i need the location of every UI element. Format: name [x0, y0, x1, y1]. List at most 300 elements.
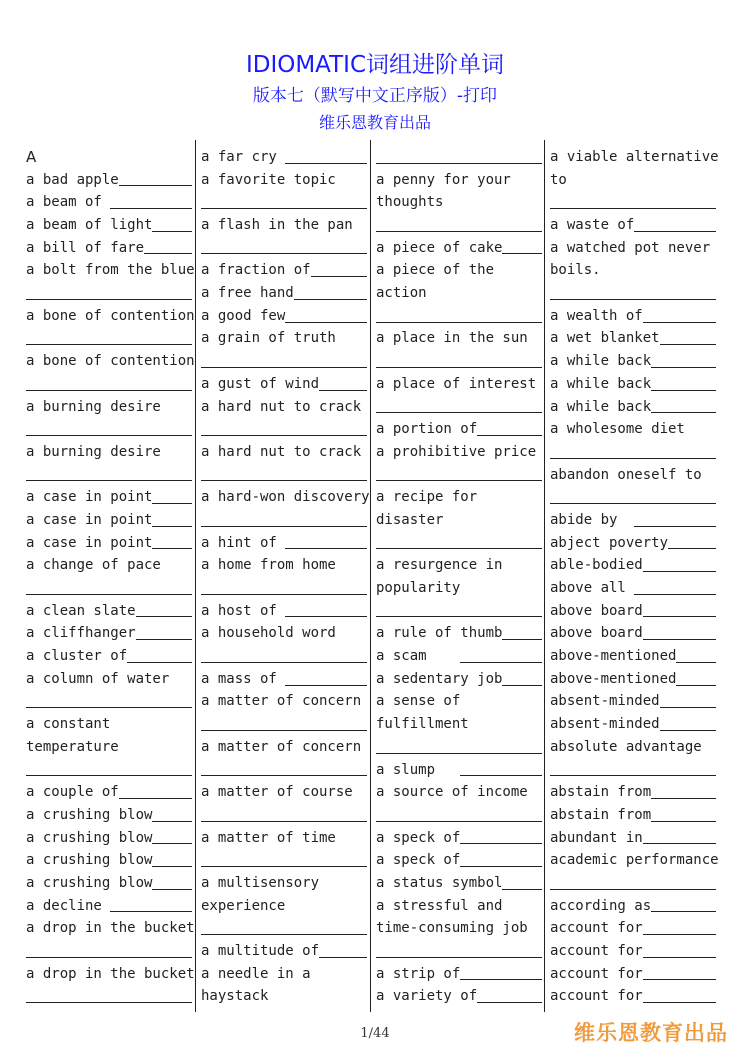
vocab-entry: [376, 622, 542, 645]
vocab-entry: [550, 781, 716, 804]
fill-in-blank[interactable]: [26, 299, 192, 300]
fill-in-blank[interactable]: [152, 503, 192, 504]
vocab-text: a constant: [26, 716, 111, 733]
vocab-text: a watched pot never: [550, 239, 711, 256]
fill-in-blank[interactable]: [201, 821, 367, 822]
fill-in-blank[interactable]: [502, 253, 542, 254]
fill-in-blank[interactable]: [136, 616, 192, 617]
vocab-text: a waste of: [550, 217, 635, 234]
fill-in-blank[interactable]: [152, 821, 192, 822]
vocab-text: experience: [201, 897, 286, 914]
fill-in-blank[interactable]: [460, 866, 542, 867]
fill-in-blank[interactable]: [550, 208, 716, 209]
fill-in-blank[interactable]: [376, 231, 542, 232]
vocab-entry: [26, 259, 195, 282]
vocab-entry: [26, 441, 192, 464]
vocab-entry: [201, 328, 367, 351]
vocab-entry: [26, 486, 192, 509]
vocab-text: a while back: [550, 375, 652, 392]
vocab-text: boils.: [550, 262, 601, 279]
vocab-entry: [201, 872, 367, 895]
vocab-entry: [550, 350, 716, 373]
vocab-text: a bone of contention: [26, 353, 195, 370]
vocab-text: a favorite topic: [201, 171, 336, 188]
fill-in-blank[interactable]: [201, 367, 367, 368]
vocab-text: a burning desire: [26, 398, 161, 415]
fill-in-blank[interactable]: [201, 730, 367, 731]
vocab-text: a household word: [201, 625, 336, 642]
vocab-entry: [376, 917, 542, 940]
vocab-entry: [550, 509, 716, 532]
vocab-text: a scam: [376, 648, 461, 665]
vocab-text: a crushing blow: [26, 852, 153, 869]
vocab-text: a host of: [201, 602, 286, 619]
vocab-text: A: [26, 147, 37, 166]
vocab-entry: [550, 645, 716, 668]
fill-in-blank[interactable]: [285, 616, 367, 617]
fill-in-blank[interactable]: [152, 866, 192, 867]
fill-in-blank[interactable]: [119, 798, 192, 799]
vocab-text: account for: [550, 920, 643, 937]
answer-line: [376, 146, 542, 169]
vocab-text: a home from home: [201, 557, 336, 574]
fill-in-blank[interactable]: [376, 480, 542, 481]
fill-in-blank[interactable]: [285, 685, 367, 686]
vocab-entry: [26, 849, 192, 872]
fill-in-blank[interactable]: [502, 639, 542, 640]
vocab-entry: [376, 169, 542, 192]
vocab-entry: [201, 146, 367, 169]
fill-in-blank[interactable]: [376, 412, 542, 413]
vocab-entry: [26, 350, 195, 373]
answer-line: [201, 759, 367, 782]
answer-line: [550, 486, 716, 509]
fill-in-blank[interactable]: [119, 185, 192, 186]
vocab-text: a prohibitive price: [376, 443, 537, 460]
fill-in-blank[interactable]: [294, 299, 367, 300]
vocab-text: a wholesome diet: [550, 421, 685, 438]
vocab-text: abject poverty: [550, 534, 669, 551]
vocab-entry: [550, 985, 716, 1008]
vocab-text: abundant in: [550, 829, 643, 846]
vocab-text: a bolt from the blue: [26, 262, 195, 279]
answer-line: [201, 509, 367, 532]
answer-line: [376, 532, 542, 555]
vocab-text: account for: [550, 988, 643, 1005]
vocab-text: a sedentary job: [376, 670, 503, 687]
vocab-text: popularity: [376, 580, 461, 597]
answer-line: [201, 191, 367, 214]
vocab-entry: [550, 396, 716, 419]
vocab-entry: [201, 532, 367, 555]
vocab-text: abide by: [550, 511, 635, 528]
fill-in-blank[interactable]: [643, 639, 716, 640]
fill-in-blank[interactable]: [643, 616, 716, 617]
vocab-text: haystack: [201, 988, 269, 1005]
word-column-4: [550, 146, 719, 1008]
vocab-entry: [201, 781, 367, 804]
vocab-entry: [550, 622, 716, 645]
fill-in-blank[interactable]: [651, 821, 716, 822]
vocab-text: abstain from: [550, 784, 652, 801]
vocab-entry: [26, 895, 192, 918]
answer-line: [201, 645, 367, 668]
vocab-entry: [376, 441, 542, 464]
page-subtitle: 版本七（默写中文正序版）-打印: [252, 86, 498, 106]
vocab-text: a penny for your: [376, 171, 511, 188]
vocab-text: a place in the sun: [376, 330, 528, 347]
fill-in-blank[interactable]: [634, 594, 716, 595]
fill-in-blank[interactable]: [651, 390, 716, 391]
fill-in-blank[interactable]: [477, 1002, 542, 1003]
vocab-text: fulfillment: [376, 716, 469, 733]
vocab-text: absolute advantage: [550, 738, 702, 755]
vocab-text: a clean slate: [26, 602, 136, 619]
fill-in-blank[interactable]: [634, 526, 716, 527]
fill-in-blank[interactable]: [26, 707, 192, 708]
vocab-text: a hard nut to crack: [201, 443, 362, 460]
word-column-3: [376, 146, 542, 1008]
vocab-entry: [376, 282, 542, 305]
fill-in-blank[interactable]: [651, 911, 716, 912]
vocab-text: a viable alternative: [550, 148, 719, 165]
vocab-entry: [26, 600, 192, 623]
vocab-entry: [201, 963, 367, 986]
vocab-entry: [550, 464, 716, 487]
fill-in-blank[interactable]: [201, 526, 367, 527]
answer-line: [550, 282, 716, 305]
vocab-text: a bone of contention: [26, 307, 195, 324]
fill-in-blank[interactable]: [152, 526, 192, 527]
fill-in-blank[interactable]: [26, 435, 192, 436]
vocab-text: a needle in a: [201, 965, 311, 982]
fill-in-blank[interactable]: [643, 957, 716, 958]
fill-in-blank[interactable]: [643, 322, 716, 323]
fill-in-blank[interactable]: [643, 934, 716, 935]
word-column-1: [26, 146, 195, 1008]
fill-in-blank[interactable]: [376, 163, 542, 164]
fill-in-blank[interactable]: [201, 775, 367, 776]
vocab-text: according as: [550, 897, 652, 914]
column-divider: [370, 140, 371, 1012]
fill-in-blank[interactable]: [319, 390, 367, 391]
vocab-entry: [550, 169, 716, 192]
page-title: IDIOMATIC词组进阶单词: [245, 52, 505, 78]
vocab-entry: [550, 418, 716, 441]
vocab-text: a multitude of: [201, 943, 320, 960]
vocab-entry: [201, 373, 367, 396]
fill-in-blank[interactable]: [460, 979, 542, 980]
vocab-entry: [550, 532, 716, 555]
fill-in-blank[interactable]: [26, 344, 192, 345]
vocab-entry: [201, 736, 367, 759]
vocab-text: a matter of concern: [201, 693, 362, 710]
vocab-entry: [550, 146, 719, 169]
fill-in-blank[interactable]: [26, 390, 192, 391]
fill-in-blank[interactable]: [660, 707, 716, 708]
vocab-text: above-mentioned: [550, 670, 677, 687]
fill-in-blank[interactable]: [127, 662, 192, 663]
vocab-text: a sense of: [376, 693, 461, 710]
fill-in-blank[interactable]: [376, 367, 542, 368]
fill-in-blank[interactable]: [201, 594, 367, 595]
answer-line: [26, 985, 192, 1008]
vocab-entry: [550, 849, 719, 872]
vocab-entry: [376, 668, 542, 691]
vocab-entry: [550, 373, 716, 396]
fill-in-blank[interactable]: [643, 979, 716, 980]
vocab-text: a while back: [550, 398, 652, 415]
vocab-text: a hard-won discovery: [201, 489, 370, 506]
vocab-entry: [201, 827, 367, 850]
fill-in-blank[interactable]: [311, 276, 367, 277]
answer-line: [376, 600, 542, 623]
vocab-entry: [376, 191, 542, 214]
fill-in-blank[interactable]: [460, 843, 542, 844]
fill-in-blank[interactable]: [376, 616, 542, 617]
vocab-text: a multisensory: [201, 874, 320, 891]
vocab-entry: [26, 963, 195, 986]
vocab-text: a slump: [376, 761, 461, 778]
answer-line: [26, 418, 192, 441]
vocab-entry: [376, 645, 542, 668]
vocab-entry: [550, 214, 716, 237]
fill-in-blank[interactable]: [550, 889, 716, 890]
fill-in-blank[interactable]: [676, 685, 716, 686]
vocab-entry: [26, 622, 192, 645]
fill-in-blank[interactable]: [643, 1002, 716, 1003]
fill-in-blank[interactable]: [668, 548, 716, 549]
answer-line: [376, 214, 542, 237]
vocab-text: a drop in the bucket: [26, 965, 195, 982]
fill-in-blank[interactable]: [201, 253, 367, 254]
vocab-text: a wet blanket: [550, 330, 660, 347]
fill-in-blank[interactable]: [502, 889, 542, 890]
vocab-text: abandon oneself to: [550, 466, 702, 483]
fill-in-blank[interactable]: [285, 548, 367, 549]
vocab-text: a portion of: [376, 421, 478, 438]
vocab-entry: [376, 577, 542, 600]
vocab-entry: [201, 940, 367, 963]
vocab-text: a piece of cake: [376, 239, 503, 256]
fill-in-blank[interactable]: [550, 503, 716, 504]
vocab-entry: [376, 827, 542, 850]
fill-in-blank[interactable]: [376, 548, 542, 549]
fill-in-blank[interactable]: [460, 775, 542, 776]
vocab-text: abstain from: [550, 806, 652, 823]
vocab-entry: [201, 554, 367, 577]
vocab-entry: [376, 759, 542, 782]
answer-line: [376, 350, 542, 373]
vocab-entry: [376, 781, 542, 804]
vocab-text: a place of interest: [376, 375, 537, 392]
vocab-entry: [201, 396, 367, 419]
fill-in-blank[interactable]: [643, 843, 716, 844]
vocab-entry: [201, 305, 367, 328]
fill-in-blank[interactable]: [152, 231, 192, 232]
fill-in-blank[interactable]: [634, 231, 716, 232]
vocab-text: absent-minded: [550, 693, 660, 710]
vocab-entry: [26, 191, 192, 214]
vocab-text: a drop in the bucket: [26, 920, 195, 937]
fill-in-blank[interactable]: [285, 163, 367, 164]
vocab-text: a crushing blow: [26, 874, 153, 891]
vocab-entry: [550, 917, 716, 940]
fill-in-blank[interactable]: [152, 843, 192, 844]
answer-line: [376, 396, 542, 419]
vocab-text: above board: [550, 625, 643, 642]
vocab-entry: [550, 713, 716, 736]
vocab-text: a column of water: [26, 670, 170, 687]
vocab-text: a cluster of: [26, 648, 128, 665]
vocab-entry: [550, 600, 716, 623]
fill-in-blank[interactable]: [26, 1002, 192, 1003]
vocab-entry: [26, 169, 192, 192]
fill-in-blank[interactable]: [319, 957, 367, 958]
answer-line: [201, 713, 367, 736]
fill-in-blank[interactable]: [201, 480, 367, 481]
fill-in-blank[interactable]: [676, 662, 716, 663]
fill-in-blank[interactable]: [26, 775, 192, 776]
answer-line: [201, 350, 367, 373]
vocab-entry: [26, 804, 192, 827]
fill-in-blank[interactable]: [152, 548, 192, 549]
fill-in-blank[interactable]: [477, 435, 542, 436]
fill-in-blank[interactable]: [136, 639, 192, 640]
fill-in-blank[interactable]: [285, 322, 367, 323]
vocab-text: a stressful and: [376, 897, 503, 914]
vocab-text: thoughts: [376, 194, 444, 211]
fill-in-blank[interactable]: [660, 344, 716, 345]
vocab-entry: [26, 396, 192, 419]
answer-line: [26, 691, 192, 714]
vocab-text: absent-minded: [550, 716, 660, 733]
vocab-entry: [550, 827, 716, 850]
vocab-text: a matter of time: [201, 829, 336, 846]
vocab-text: a matter of course: [201, 784, 353, 801]
vocab-entry: [26, 554, 192, 577]
answer-line: [201, 418, 367, 441]
fill-in-blank[interactable]: [460, 662, 542, 663]
fill-in-blank[interactable]: [376, 753, 542, 754]
answer-line: [201, 577, 367, 600]
vocab-entry: [550, 259, 716, 282]
fill-in-blank[interactable]: [502, 685, 542, 686]
vocab-entry: [376, 691, 542, 714]
vocab-entry: [550, 736, 716, 759]
vocab-text: a change of pace: [26, 557, 161, 574]
fill-in-blank[interactable]: [110, 911, 192, 912]
fill-in-blank[interactable]: [651, 367, 716, 368]
vocab-entry: [376, 963, 542, 986]
fill-in-blank[interactable]: [550, 299, 716, 300]
answer-line: [201, 804, 367, 827]
vocab-entry: [26, 781, 192, 804]
vocab-text: a mass of: [201, 670, 286, 687]
vocab-text: a piece of the: [376, 262, 495, 279]
vocab-entry: [550, 305, 716, 328]
fill-in-blank[interactable]: [376, 957, 542, 958]
vocab-text: a far cry: [201, 148, 286, 165]
column-divider: [544, 140, 545, 1012]
vocab-text: a variety of: [376, 988, 478, 1005]
vocab-text: a crushing blow: [26, 806, 153, 823]
vocab-text: a speck of: [376, 829, 461, 846]
fill-in-blank[interactable]: [26, 594, 192, 595]
vocab-text: a matter of concern: [201, 738, 362, 755]
fill-in-blank[interactable]: [376, 322, 542, 323]
answer-line: [201, 237, 367, 260]
vocab-entry: [26, 305, 195, 328]
vocab-text: a source of income: [376, 784, 528, 801]
answer-line: [550, 191, 716, 214]
fill-in-blank[interactable]: [660, 730, 716, 731]
fill-in-blank[interactable]: [110, 208, 192, 209]
vocab-text: academic performance: [550, 852, 719, 869]
vocab-entry: [26, 713, 192, 736]
vocab-entry: [376, 713, 542, 736]
fill-in-blank[interactable]: [376, 821, 542, 822]
vocab-entry: [376, 554, 542, 577]
vocab-entry: [26, 509, 192, 532]
vocab-text: account for: [550, 943, 643, 960]
vocab-text: a burning desire: [26, 443, 161, 460]
fill-in-blank[interactable]: [201, 662, 367, 663]
vocab-entry: [201, 668, 367, 691]
vocab-text: a gust of wind: [201, 375, 320, 392]
fill-in-blank[interactable]: [201, 208, 367, 209]
answer-line: [26, 759, 192, 782]
vocab-entry: [550, 940, 716, 963]
fill-in-blank[interactable]: [643, 571, 716, 572]
answer-line: [201, 464, 367, 487]
vocab-entry: [550, 691, 716, 714]
fill-in-blank[interactable]: [651, 798, 716, 799]
vocab-text: a hard nut to crack: [201, 398, 362, 415]
vocab-text: disaster: [376, 511, 444, 528]
vocab-entry: [201, 600, 367, 623]
vocab-text: temperature: [26, 738, 119, 755]
fill-in-blank[interactable]: [26, 480, 192, 481]
vocab-text: action: [376, 285, 427, 302]
vocab-entry: [201, 486, 370, 509]
fill-in-blank[interactable]: [201, 435, 367, 436]
answer-line: [376, 940, 542, 963]
vocab-text: a case in point: [26, 511, 153, 528]
vocab-text: a while back: [550, 353, 652, 370]
vocab-entry: [376, 872, 542, 895]
vocab-text: above board: [550, 602, 643, 619]
vocab-entry: [201, 214, 367, 237]
vocab-entry: [201, 259, 367, 282]
vocab-entry: [201, 895, 367, 918]
fill-in-blank[interactable]: [651, 412, 716, 413]
fill-in-blank[interactable]: [152, 889, 192, 890]
fill-in-blank[interactable]: [201, 934, 367, 935]
fill-in-blank[interactable]: [550, 458, 716, 459]
fill-in-blank[interactable]: [201, 866, 367, 867]
fill-in-blank[interactable]: [26, 957, 192, 958]
answer-line: [201, 917, 367, 940]
watermark-logo: 维乐恩教育出品: [574, 1021, 728, 1045]
fill-in-blank[interactable]: [144, 253, 192, 254]
vocab-entry: [26, 827, 192, 850]
vocab-entry: [26, 214, 192, 237]
answer-line: [376, 464, 542, 487]
fill-in-blank[interactable]: [550, 775, 716, 776]
answer-line: [26, 328, 192, 351]
vocab-text: above all: [550, 580, 635, 597]
